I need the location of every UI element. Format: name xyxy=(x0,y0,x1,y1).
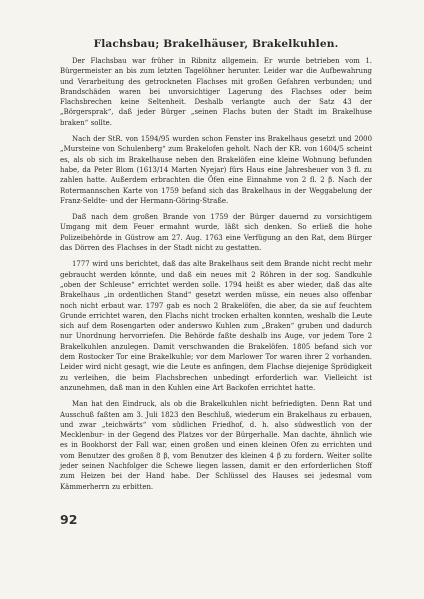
paragraph-brakelkuhlen: 1777 wird uns berichtet, daß das alte Brakelhaus seit dem Brande nicht recht mehr gebraucht werden könnte, und daß ein neues mit 2 Röhren in der sog. Sandkuhle „oben der Schleuse“ errichtet werden solle. 1794 heißt es aber wieder, daß das alte Brakelhaus „in ordentlichen Stand“ gesetzt werden müsse, ein neues also offenbar noch nicht erbaut war. 1797 gab es noch 2 Brakelöfen, die aber, da sie auf feuchtem Grunde errichtet waren, den Flachs nicht trocken erhalten konnten, weshalb die Leute sich auf dem Rosengarten oder anderswo Kuhlen zum „Braken“ gruben und dadurch nur Unordnung hervorriefen. Die Behörde faßte deshalb ins Auge, vor jedem Tore 2 Brakelkuhlen anzulegen. Damit verschwanden die Brakelöfen. 1805 befand sich vor dem Rostocker Tor eine Brakelkuhle; vor dem Marlower Tor waren ihrer 2 vorhanden. Leider wird nicht gesagt, wie die Leute es anfingen, dem Flachse diejenige Sprödigkeit zu verleihen, die beim Flachsbrechen unbedingt erforderlich war. Vielleicht ist anzunehmen, daß man in den Kuhlen eine Art Backofen errichtet hatte. xyxy=(60,260,372,392)
paragraph-brakelhaus-history: Nach der StR. von 1594/95 wurden schon Fenster ins Brakelhaus gesetzt und 2000 „Mursteine von Schulenberg“ zum Brakelofen geholt. Nach der KR. von 1604/5 scheint es, als ob sich im Brakelhause neben den Brakelöfen eine kleine Wohnung befunden habe, da Peter Blom (1613/14 Marten Nyejar) fürs Haus eine Jahresheuer von 3 fl. zu zahlen hatte. Außerdem erbrachten die Öfen eine Einnahme von 2 fl. 2 β. Nach der Rotermannschen Karte von 1759 befand sich das Brakelhaus in der Weggabelung der Franz-Seldte- und der Hermann-Göring-Straße. xyxy=(60,135,372,205)
page-number: 92 xyxy=(60,512,78,527)
paragraph-flachsbau: Der Flachsbau war früher in Ribnitz allgemein. Er wurde betrieben vom 1. Bürgermeister an bis zum letzten Tagelöhner herunter. Leider war die Aufbewahrung und Verarbeitung des getrockneten Flachses mit großen Gefahren verbunden; und Brandschäden waren bei unvorsichtiger Lagerung des Flachses oder beim Flachsbrechen keine Seltenheit. Deshalb verlangte auch der Satz 43 der „Börgersprak“, daß jeder Bürger „seinen Flachs buten der Stadt im Brakelhuse braken“ sollte. xyxy=(60,57,372,127)
page-title: Flachsbau; Brakelhäuser, Brakelkuhlen. xyxy=(93,38,339,50)
paragraph-fire-ordinance: Daß nach dem großen Brande von 1759 der Bürger dauernd zu vorsichtigem Umgang mit dem Feuer ermahnt wurde, läßt sich denken. So erließ die hohe Polizeibehörde in Güstrow am 27. Aug. 1763 eine Verfügung an den Rat, dem Bürger das Dörren des Flachses in der Stadt nicht zu gestatten. xyxy=(60,213,372,253)
paragraph-new-brakelhaus: Man hat den Eindruck, als ob die Brakelkuhlen nicht befriedigten. Denn Rat und Ausschuß faßten am 3. Juli 1823 den Beschluß, wiederum ein Brakelhaus zu erbauen, und zwar „teichwärts“ vom südlichen Friedhof, d. h. also südwestlich von der Mecklenbur- in der Gegend des Platzes vor der Bürgerhalle. Man dachte, ähnlich wie es in Bookhorst der Fall war, einen großen und einen kleinen Ofen zu errichten und vom Benutzer des großen 8 β, vom Benutzer des kleinen 4 β zu fordern. Weiter sollte jeder seinen Nachfolger die Schewe liegen lassen, damit er den erforderlichen Stoff zum Heizen bei der Hand habe. Der Schlüssel des Hauses sei jedesmal vom Kämmerherrn zu erbitten. xyxy=(60,400,372,491)
